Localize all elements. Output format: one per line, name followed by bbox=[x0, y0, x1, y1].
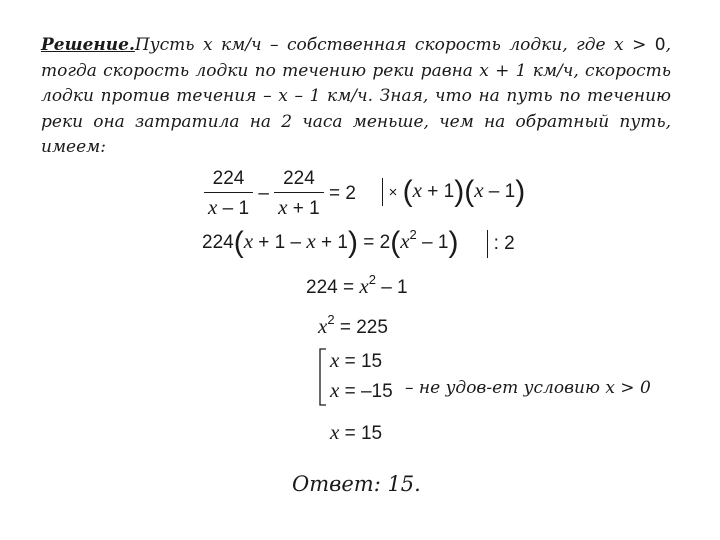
system-bracket bbox=[318, 348, 328, 406]
solution-paragraph bbox=[41, 33, 671, 161]
var-x: x bbox=[202, 35, 213, 55]
numerator: 224 bbox=[274, 168, 324, 193]
rhs: = 2 bbox=[329, 183, 356, 205]
equation-3: $224 = x^2 - 1$ bbox=[306, 272, 408, 298]
equation-4: $x^2 = 225$ bbox=[318, 312, 388, 338]
equation-2: $224(x + 1 - x + 1) = 2(x^2 - 1)$ bbox=[202, 226, 459, 259]
denominator: x + 1 bbox=[278, 195, 320, 219]
root-2: x = –15 bbox=[330, 378, 393, 402]
separator-bar bbox=[487, 230, 488, 258]
downstream-speed: x + 1 bbox=[479, 60, 527, 81]
answer: Ответ: 15. bbox=[292, 472, 421, 496]
intro-text-5: км/ч. Зная, что на путь по течению реки она затратила на 2 часа меньше, чем на обратный путь, имеем: bbox=[41, 86, 671, 157]
divide-by-2: : 2 bbox=[493, 233, 515, 255]
upstream-speed: x – 1 bbox=[278, 86, 321, 106]
fraction-2 bbox=[274, 168, 324, 220]
var-x: x bbox=[614, 35, 624, 55]
divide-note bbox=[487, 230, 515, 258]
fraction-1 bbox=[204, 168, 253, 220]
intro-text-4: км/ч, скорость лодки против течения – bbox=[41, 60, 671, 106]
solution-system bbox=[318, 346, 393, 406]
root-1: x = 15 bbox=[330, 348, 383, 372]
numerator: 224 bbox=[204, 168, 253, 193]
equation-1 bbox=[204, 168, 356, 220]
intro-text-2: км/ч – собственная скорость лодки, где bbox=[212, 35, 615, 55]
positivity-condition: > 0 bbox=[632, 35, 666, 55]
rejection-note: – не удов-ет условию x > 0 bbox=[405, 378, 651, 398]
separator-bar bbox=[382, 178, 383, 206]
minus-sign: – bbox=[258, 183, 269, 205]
multiplier-note: × (x + 1)(x – 1) bbox=[382, 175, 525, 209]
intro-text-1: Пусть bbox=[134, 35, 203, 55]
final-root: x = 15 bbox=[330, 420, 383, 444]
denominator: x – 1 bbox=[208, 195, 250, 219]
intro-text-3: , тогда скорость лодки по течению реки равна bbox=[41, 35, 672, 81]
solution-label: Решение. bbox=[41, 35, 135, 55]
times-sign: × bbox=[388, 184, 398, 201]
